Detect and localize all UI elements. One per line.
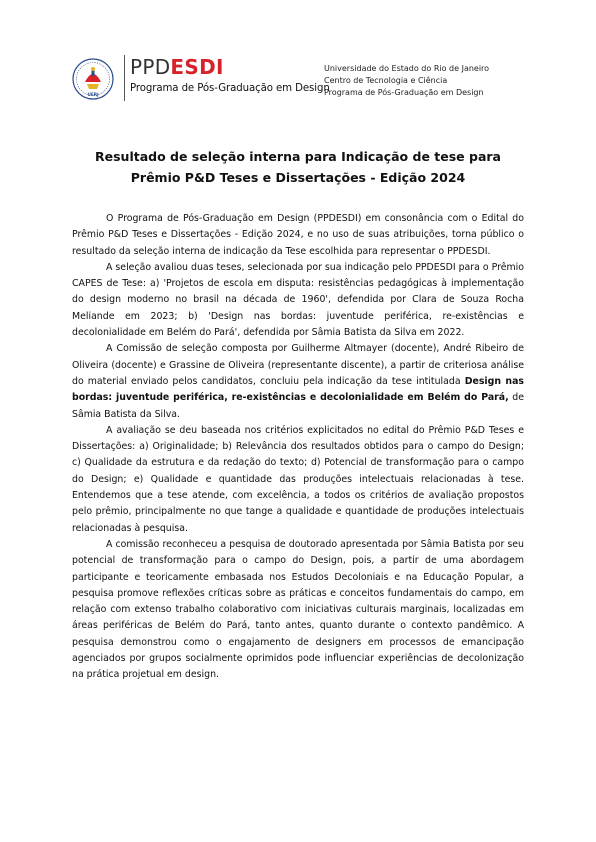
institution-line: Centro de Tecnologia e Ciência — [324, 76, 448, 85]
seal-text: UERJ — [87, 92, 99, 97]
selected-thesis-title: Design nas bordas: juventude periférica, re-existências e decolonialidade em Belém do Pará, — [72, 375, 524, 404]
program-logo-wordmark — [130, 56, 330, 78]
institution-line: Programa de Pós-Graduação em Design — [324, 88, 484, 97]
logo-text-ppd: PPD — [130, 55, 171, 79]
program-logo — [130, 56, 330, 95]
title-line-2: Prêmio P&D Teses e Dissertações - Edição 2024 — [130, 170, 466, 185]
title-line-1: Resultado de seleção interna para Indicação de tese para — [95, 149, 501, 164]
logo-text-esdi: ESDI — [170, 55, 224, 79]
paragraph-text: de Sâmia Batista da Silva. — [72, 392, 524, 420]
program-logo-subtitle: Programa de Pós-Graduação em Design — [130, 83, 330, 94]
document-body — [72, 211, 524, 684]
paragraph-criteria: A avaliação se deu baseada nos critérios explicitados no edital do Prêmio P&D Teses e Dissertações: a) Originalidade; b) Relevância dos resultados obtidos para o campo do Design; c) Qualidade da estrutura e da redação do texto; d) Potencial de transformação para o campo do Design; e) Qualidade e quantidade das produções intelectuais relacionadas à tese. Entendemos que a tese atende, com excelência, a todos os critérios de avaliação propostos pelo prêmio, principalmente no que tange a qualidade e quantidade de produções intelectuais relacionadas à pesquisa. — [72, 424, 524, 534]
header-divider — [124, 55, 125, 101]
institution-block — [324, 63, 489, 99]
institution-line: Universidade do Estado do Rio de Janeiro — [324, 64, 490, 73]
university-seal-icon — [72, 58, 114, 100]
paragraph-recognition: A comissão reconheceu a pesquisa de doutorado apresentada por Sâmia Batista por seu potencial de transformação para o campo do Design, pois, a partir de uma abordagem participante e teoricamente embasada nos Estudos Decoloniais e na Educação Popular, a pesquisa promove reflexões críticas sobre as práticas e conceitos fundamentais do campo, em relação com extenso trabalho colaborativo com iniciativas culturais marginais, localizadas em áreas periféricas de Belém do Pará, tanto antes, quanto durante o contexto pandêmico. A pesquisa demonstrou como o engajamento de designers em processos de emancipação agenciados por grupos socialmente oprimidos pode influenciar experiências de decolonização na prática projetual em design. — [72, 538, 524, 681]
paragraph-evaluated-theses: A seleção avaliou duas teses, selecionada por sua indicação pelo PPDESDI para o Prêmio CAPES de Tese: a) 'Projetos de escola em disputa: resistências pedagógicas à implementação do design moderno no brasil na década de 1960', defendida por Clara de Souza Rocha Meliande em 2023; b) 'Design nas bordas: juventude periférica, re-existências e decolonialidade em Belém do Pará', defendida por Sâmia Batista da Silva em 2022. — [72, 261, 524, 339]
paragraph-intro: O Programa de Pós-Graduação em Design (PPDESDI) em consonância com o Edital do Prêmio P&D Teses e Dissertações - Edição 2024, e no uso de suas atribuições, torna público o resultado da seleção interna de indicação da Tese escolhida para representar o PPDESDI. — [72, 213, 524, 257]
paragraph-committee-decision — [72, 341, 524, 422]
document-title — [72, 146, 524, 188]
letterhead — [72, 55, 532, 103]
paragraph-text: A Comissão de seleção composta por Guilherme Altmayer (docente), André Ribeiro de Oliveira (docente) e Grassine de Oliveira (representante discente), a partir de criteriosa análise do material enviado pelos candidatos, concluiu pela indicação da tese intitulada — [72, 343, 524, 387]
